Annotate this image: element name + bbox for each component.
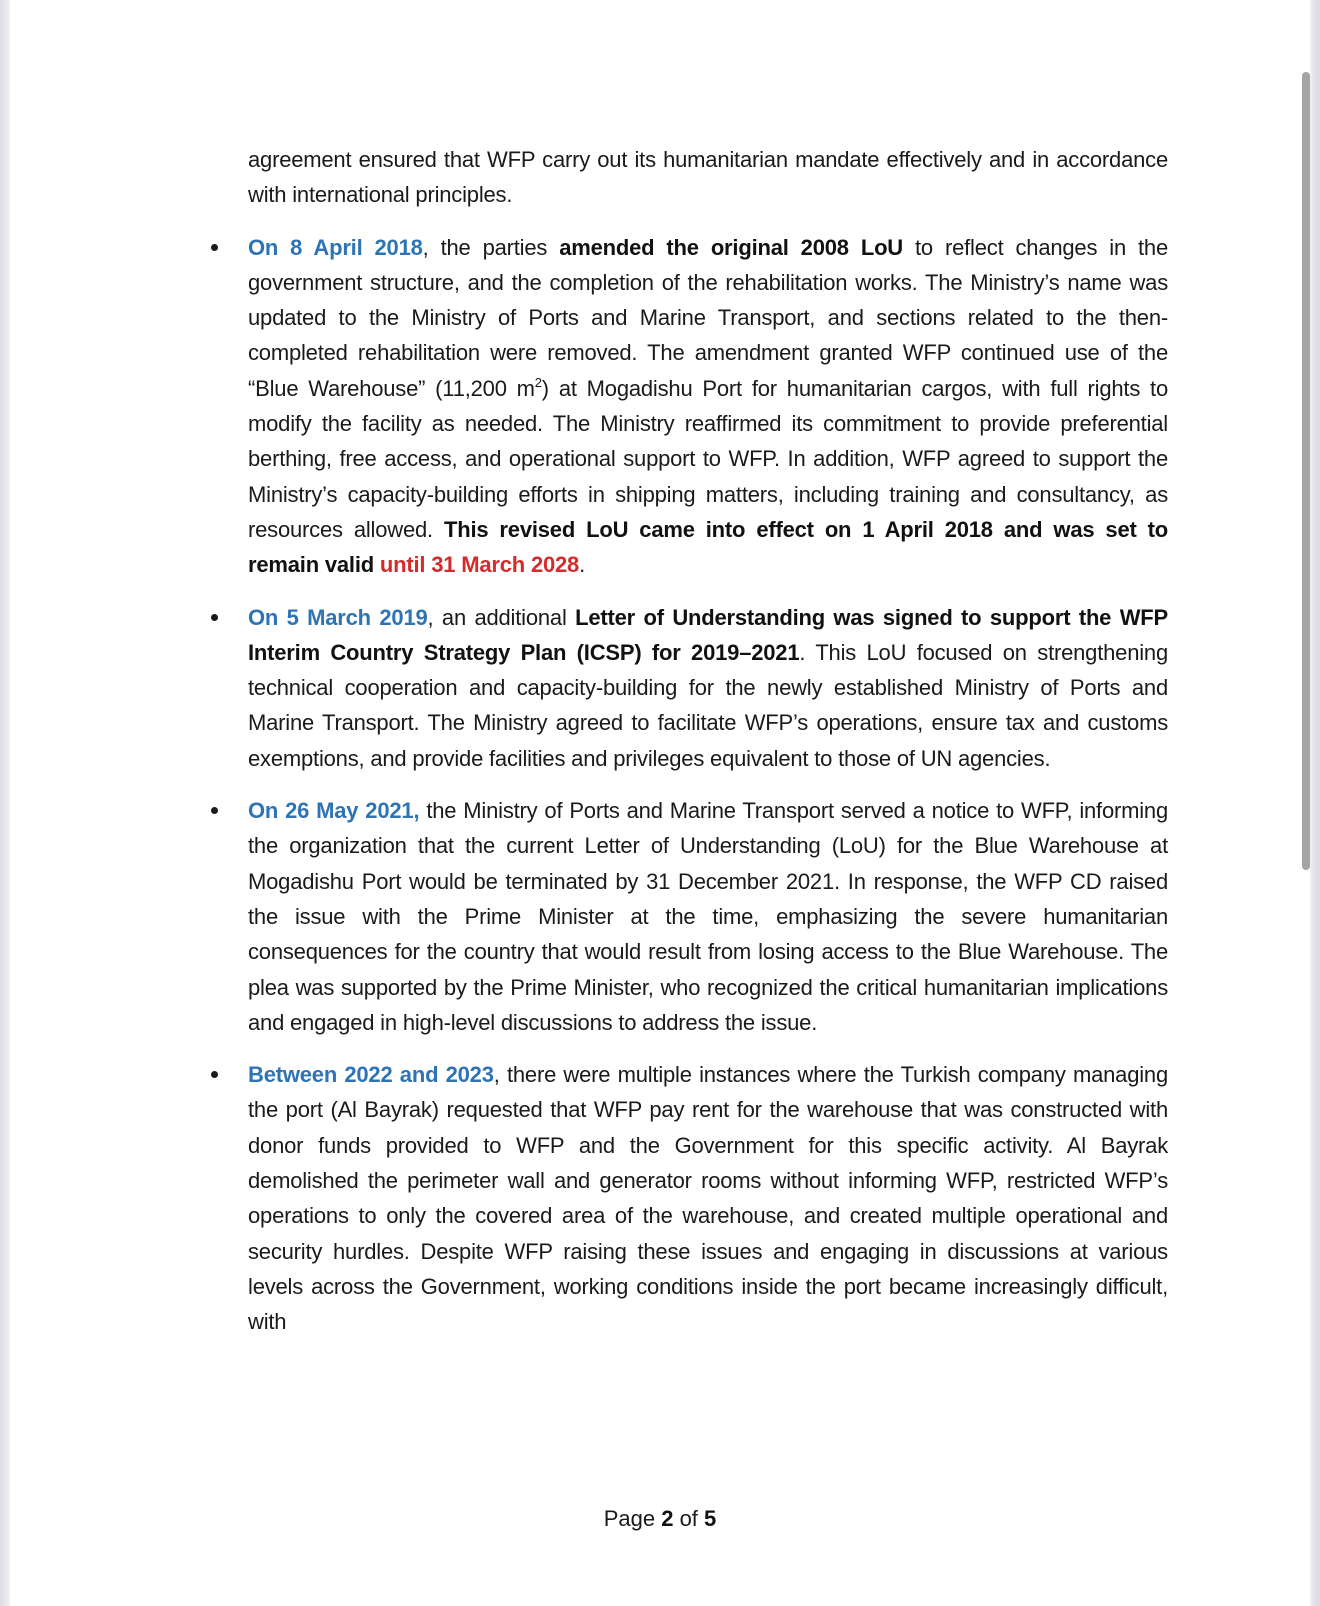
bullet-item-2021 [248, 793, 1168, 1040]
body-text: the Ministry of Ports and Marine Transport served a notice to WFP, informing the organization that the current Letter of Understanding (LoU) for the Blue Warehouse at Mogadishu Port would be terminated by 31 December 2021. In response, the WFP CD raised the issue with the Prime Minister at the time, emphasizing the severe humanitarian consequences for the country that would result from losing access to the Blue Warehouse. The plea was supported by the Prime Minister, who recognized the critical humanitarian implications and engaged in high-level discussions to address the issue. [248, 798, 1169, 1035]
date-highlight: On 5 March 2019 [248, 604, 428, 630]
date-highlight: Between 2022 and 2023 [248, 1062, 494, 1088]
body-text: , there were multiple instances where the Turkish company managing the port (Al Bayrak) requested that WFP pay rent for the warehouse that was constructed with donor funds provided to WFP and the Government for this specific activity. Al Bayrak demolished the perimeter wall and generator rooms without informing WFP, restricted WFP’s operations to only the covered area of the warehouse, and created multiple operational and security hurdles. Despite WFP raising these issues and engaging in discussions at various levels across the Government, working conditions inside the port became increasingly difficult, with [248, 1062, 1168, 1335]
bold-text: This revised LoU came into effect on 1 April 2018 and was set to remain valid [248, 516, 1168, 578]
body-text: , the parties [422, 234, 560, 260]
of-label: of [673, 1506, 705, 1531]
current-page-number: 2 [661, 1506, 674, 1531]
body-text: . This LoU focused on strengthening technical cooperation and capacity-building for the newly established Ministry of Ports and Marine Transport. The Ministry agreed to facilitate WFP’s operations, ensure tax and customs exemptions, and provide facilities and privileges equivalent to those of UN agencies. [248, 639, 1168, 771]
bullet-icon [211, 244, 218, 251]
bullet-list [248, 230, 1168, 1340]
bold-text: Letter of Understanding was signed to support the WFP Interim Country Strategy Plan (ICSP) for 2019–2021 [248, 604, 1168, 665]
viewer-right-gutter [1310, 0, 1320, 1606]
page-content [248, 142, 1168, 1357]
bullet-icon [211, 807, 218, 814]
bullet-icon [211, 1071, 218, 1078]
bullet-item-2019 [248, 600, 1168, 776]
body-text: ) at Mogadishu Port for humanitarian cargos, with full rights to modify the facility as needed. The Ministry reaffirmed its commitment to provide preferential berthing, free access, and operational support to WFP. In addition, WFP agreed to support the Ministry’s capacity-building efforts in shipping matters, including training and consultancy, as resources allowed. [248, 375, 1168, 542]
body-text: . [579, 552, 586, 578]
bullet-item-2022-2023 [248, 1057, 1168, 1339]
bullet-item-2018 [248, 230, 1168, 583]
page-label: Page [603, 1506, 662, 1531]
document-page [10, 0, 1310, 1606]
total-pages-number: 5 [704, 1506, 717, 1531]
viewer-left-gutter [0, 0, 10, 1606]
body-text: to reflect changes in the government structure, and the completion of the rehabilitation works. The Ministry’s name was updated to the Ministry of Ports and Marine Transport, and sections related to the then-completed rehabilitation were removed. The amendment granted WFP continued use of the “Blue Warehouse” (11,200 m [248, 234, 1168, 401]
red-highlight: until 31 March 2028 [379, 552, 580, 578]
superscript: 2 [534, 374, 542, 390]
bold-text: amended the original 2008 LoU [559, 234, 903, 260]
intro-paragraph: agreement ensured that WFP carry out its humanitarian mandate effectively and in accordance with international principles. [248, 147, 1168, 208]
date-highlight: On 26 May 2021, [248, 798, 420, 824]
vertical-scrollbar[interactable] [1302, 72, 1310, 870]
bullet-icon [211, 614, 218, 621]
body-text: , an additional [427, 604, 576, 630]
date-highlight: On 8 April 2018 [248, 234, 423, 260]
page-footer [0, 1506, 1320, 1532]
